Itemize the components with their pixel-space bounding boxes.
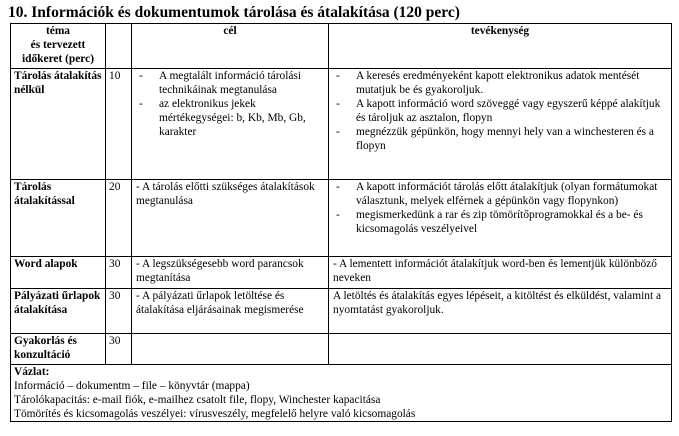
row-goal: [132, 69, 329, 180]
summary-title: Vázlat:: [14, 366, 50, 378]
summary-row: [11, 365, 672, 422]
row-topic: Tárolás átalakítással: [11, 180, 106, 257]
row-topic: Gyakorlás és konzultáció: [11, 334, 106, 365]
row-goal: - A pályázati űrlapok letöltése és átalakítása eljárásainak megismerése: [132, 289, 329, 334]
header-topic: téma és tervezett időkeret (perc): [11, 24, 106, 69]
row-minutes: 10: [106, 69, 132, 180]
activity-item: - A keresés eredményeként kapott elektronikus adatok mentését mutatjuk be és gyakoroljuk.: [331, 69, 669, 97]
row-topic: Word alapok: [11, 257, 106, 289]
activity-item: - A kapott információt tárolás előtt átalakítjuk (olyan formátumokat választunk, melyek elférnek a gépünkön vagy flopynkon): [331, 180, 669, 208]
row-goal: - A legszükségesebb word parancsok megtanítása: [132, 257, 329, 289]
table-row: [11, 180, 672, 257]
row-minutes: 30: [106, 289, 132, 334]
activity-item: - megnézzük gépünkön, hogy mennyi hely van a winchesteren és a flopyn: [331, 125, 669, 153]
page-title: 10. Információk és dokumentumok tárolása és átalakítása (120 perc): [8, 4, 460, 21]
summary-line: Információ – dokumentm – file – könyvtár (mappa): [14, 380, 250, 392]
goal-item: - az elektronikus jekek mértékegységei: b, Kb, Mb, Gb, karakter: [134, 97, 326, 139]
row-activity: [329, 334, 672, 365]
row-topic: Tárolás átalakítás nélkül: [11, 69, 106, 180]
table-row: [11, 257, 672, 289]
header-activity: tevékenység: [329, 24, 672, 69]
row-minutes: 30: [106, 334, 132, 365]
summary-line: Tárolókapacitás: e-mail fiók, e-mailhez csatolt file, flopy, Winchester kapacitása: [14, 394, 381, 406]
row-topic: Pályázati űrlapok átalakítása: [11, 289, 106, 334]
table-row: [11, 289, 672, 334]
row-activity: - A lementett információt átalakítjuk word-ben és lementjük különböző neveken: [329, 257, 672, 289]
summary-line: Tömörítés és kicsomagolás veszélyei: vírusveszély, megfelelő helyre való kicsomagolás: [14, 408, 416, 420]
row-goal: - A tárolás előtti szükséges átalakítások megtanulása: [132, 180, 329, 257]
table-row: [11, 69, 672, 180]
row-goal: [132, 334, 329, 365]
row-activity: A letöltés és átalakítás egyes lépéseit, a kitöltést és elküldést, valamint a nyomtatást gyakoroljuk.: [329, 289, 672, 334]
course-table: [10, 23, 672, 422]
activity-item: - megismerkedünk a rar és zip tömörítőprogramokkal és a be- és kicsomagolás veszélyeivel: [331, 208, 669, 236]
summary-cell: [11, 365, 672, 422]
goal-item: - A megtalált információ tárolási technikáinak megtanulása: [134, 69, 326, 97]
activity-item: - A kapott információ word szöveggé vagy egyszerű képpé alakítjuk és tároljuk az asztalon, flopyn: [331, 97, 669, 125]
header-minutes: [106, 24, 132, 69]
row-minutes: 30: [106, 257, 132, 289]
row-activity: [329, 69, 672, 180]
table-header-row: [11, 24, 672, 69]
row-minutes: 20: [106, 180, 132, 257]
row-activity: [329, 180, 672, 257]
header-goal: cél: [132, 24, 329, 69]
table-row: [11, 334, 672, 365]
